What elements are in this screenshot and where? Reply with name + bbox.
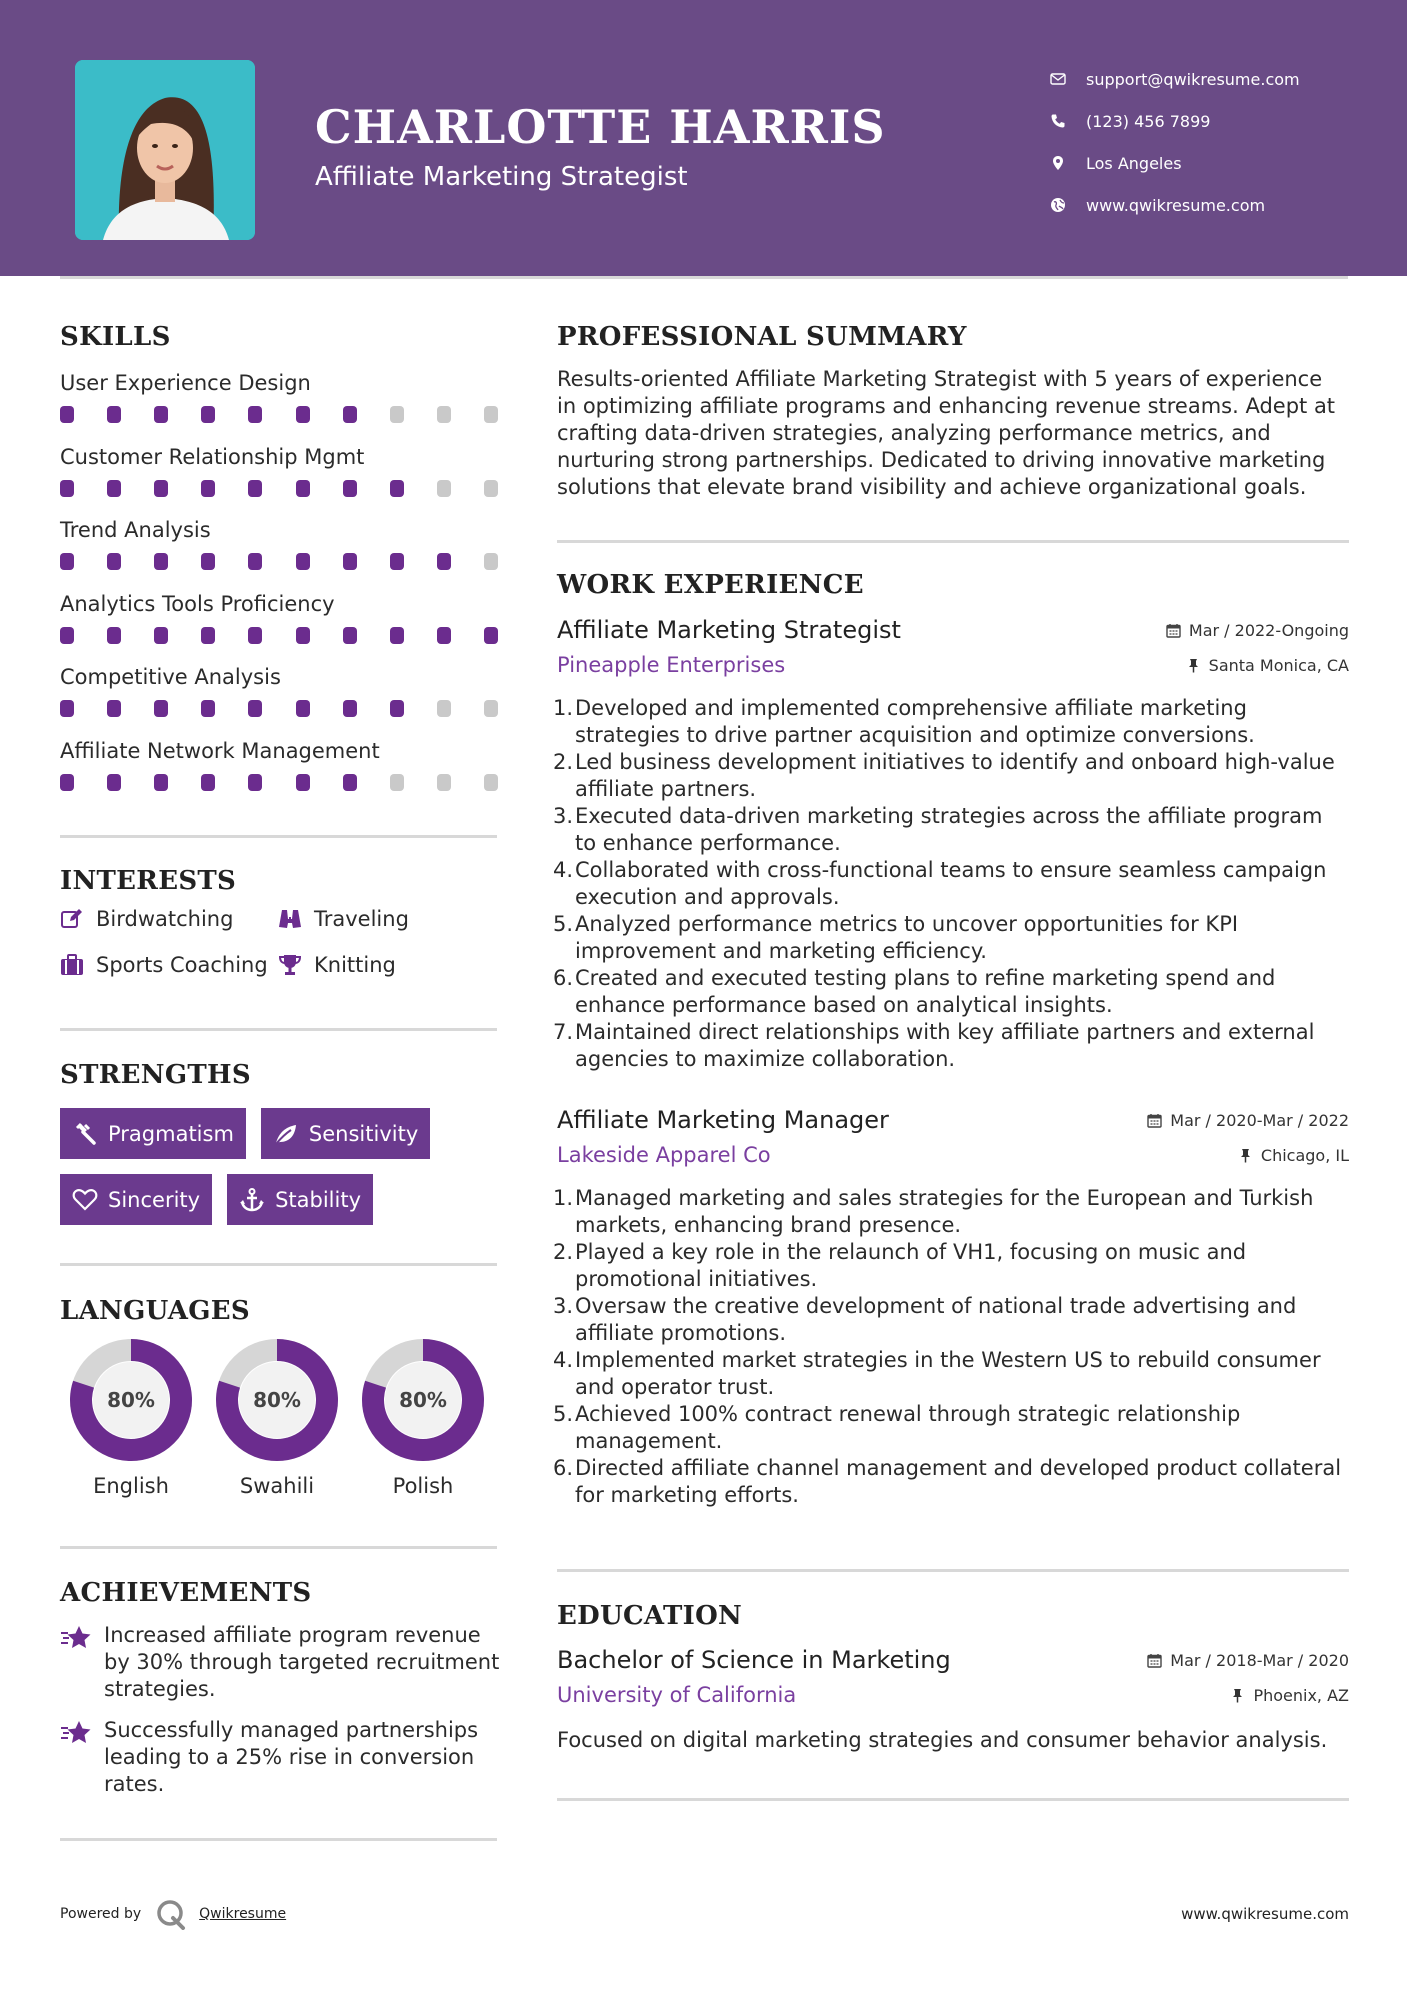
duty-text: Executed data-driven marketing strategies across the affiliate program to enhance performance. <box>575 804 1323 855</box>
contact-email[interactable] <box>1050 58 1300 100</box>
duty-item: 3. Executed data-driven marketing strategies across the affiliate program to enhance performance. <box>557 803 1349 857</box>
job-role: Affiliate Marketing Manager <box>557 1106 889 1134</box>
contact-email-text: support@qwikresume.com <box>1086 69 1300 89</box>
skill-dot-empty <box>390 406 404 423</box>
achievement-item <box>60 1622 500 1703</box>
strength-label: Stability <box>275 1187 362 1212</box>
skill-name: Trend Analysis <box>60 518 211 542</box>
skill-dot-filled <box>201 774 215 791</box>
skill-dot-filled <box>107 480 121 497</box>
duty-text: Achieved 100% contract renewal through strategic relationship management. <box>575 1402 1241 1453</box>
skill-dot-filled <box>390 480 404 497</box>
skill-item <box>60 444 500 518</box>
language-donut <box>69 1338 193 1462</box>
languages-heading: LANGUAGES <box>60 1296 250 1326</box>
candidate-name: CHARLOTTE HARRIS <box>315 100 886 154</box>
duty-text: Implemented market strategies in the Western US to rebuild consumer and operator trust. <box>575 1348 1321 1399</box>
interest-label: Birdwatching <box>96 907 234 931</box>
skill-dot-filled <box>390 627 404 644</box>
education-location-text: Phoenix, AZ <box>1253 1685 1349 1705</box>
strength-label: Pragmatism <box>108 1121 234 1146</box>
skill-dot-filled <box>154 774 168 791</box>
skill-dot-filled <box>248 406 262 423</box>
skill-dot-empty <box>484 553 498 570</box>
skill-rating <box>60 774 498 791</box>
skill-dot-filled <box>248 553 262 570</box>
qwikresume-logo-icon <box>155 1898 187 1930</box>
skill-name: Analytics Tools Proficiency <box>60 591 335 616</box>
skill-dot-filled <box>248 480 262 497</box>
skill-dot-filled <box>107 774 121 791</box>
binoculars-icon <box>278 907 302 931</box>
company-name: Lakeside Apparel Co <box>557 1143 771 1167</box>
job-dates-text: Mar / 2022-Ongoing <box>1188 620 1349 640</box>
section-divider <box>60 1546 497 1549</box>
strengths-list <box>60 1108 500 1240</box>
skill-dot-filled <box>296 700 310 717</box>
globe-icon <box>1050 197 1066 213</box>
skill-dot-filled <box>296 774 310 791</box>
calendar-icon <box>1147 1653 1162 1668</box>
interests-list <box>60 906 500 978</box>
candidate-title: Affiliate Marketing Strategist <box>315 162 688 192</box>
duty-text: Analyzed performance metrics to uncover opportunities for KPI improvement and marketing efficiency. <box>575 912 1239 963</box>
footer-powered-by <box>60 1898 286 1930</box>
duty-text: Directed affiliate channel management and developed product collateral for marketing efforts. <box>575 1456 1342 1507</box>
school-name: University of California <box>557 1683 797 1707</box>
achievements-heading: ACHIEVEMENTS <box>60 1578 312 1608</box>
skill-item <box>60 370 500 444</box>
achievement-text: Increased affiliate program revenue by 30% through targeted recruitment strategies. <box>104 1623 500 1701</box>
skill-dot-filled <box>201 480 215 497</box>
skill-dot-filled <box>154 700 168 717</box>
strength-row <box>60 1174 500 1225</box>
skill-dot-filled <box>107 553 121 570</box>
education-heading: EDUCATION <box>557 1601 743 1631</box>
skill-item <box>60 738 500 812</box>
skill-name: Affiliate Network Management <box>60 738 380 763</box>
language-item <box>58 1338 204 1498</box>
duty-text: Oversaw the creative development of national trade advertising and affiliate promotions. <box>575 1294 1297 1345</box>
duty-text: Collaborated with cross-functional teams to ensure seamless campaign execution and approvals. <box>575 858 1327 909</box>
job-dates <box>1147 1111 1349 1130</box>
language-percent: 80% <box>253 1388 301 1412</box>
contact-location <box>1050 142 1300 184</box>
skill-dot-filled <box>248 627 262 644</box>
company-name: Pineapple Enterprises <box>557 653 786 677</box>
skill-rating <box>60 627 498 644</box>
star-award-icon <box>60 1719 92 1747</box>
skill-dot-filled <box>201 700 215 717</box>
interests-heading: INTERESTS <box>60 866 237 896</box>
skill-item <box>60 664 500 738</box>
duty-item: 4. Collaborated with cross-functional teams to ensure seamless campaign execution and approvals. <box>557 857 1349 911</box>
duty-item: 2. Led business development initiatives to identify and onboard high-value affiliate partners. <box>557 749 1349 803</box>
language-item <box>204 1338 350 1498</box>
strength-tag <box>60 1174 212 1225</box>
duty-item: 6. Created and executed testing plans to refine marketing spend and enhance performance based on analytical insights. <box>557 965 1349 1019</box>
skill-dot-filled <box>343 553 357 570</box>
duty-text: Led business development initiatives to identify and onboard high-value affiliate partners. <box>575 750 1335 801</box>
section-divider <box>60 1263 497 1266</box>
contact-phone[interactable] <box>1050 100 1300 142</box>
portrait-image <box>75 60 255 240</box>
achievement-text: Successfully managed partnerships leading to a 25% rise in conversion rates. <box>104 1718 479 1796</box>
duty-item: 7. Maintained direct relationships with key affiliate partners and external agencies to maximize collaboration. <box>557 1019 1349 1073</box>
footer-brand-link[interactable]: Qwikresume <box>199 1906 287 1922</box>
language-item <box>350 1338 496 1498</box>
skill-dot-empty <box>390 774 404 791</box>
section-divider <box>60 835 497 838</box>
contact-location-text: Los Angeles <box>1086 153 1182 173</box>
skill-dot-empty <box>484 480 498 497</box>
summary-text: Results-oriented Affiliate Marketing Strategist with 5 years of experience in optimizing affiliate programs and enhancing revenue streams. Adept at crafting data-driven strategies, analyzing performance metrics, and nurturing strong partnerships. Dedicated to driving innovative marketing solutions that elevate brand visibility and achieve organizational goals. <box>557 367 1336 499</box>
interest-item <box>60 906 278 932</box>
job-entry <box>553 1103 1349 1509</box>
skill-dot-filled <box>296 627 310 644</box>
skill-dot-filled <box>343 406 357 423</box>
pushpin-icon <box>1238 1148 1253 1163</box>
language-name: Swahili <box>239 1474 315 1498</box>
summary-heading: PROFESSIONAL SUMMARY <box>557 322 967 352</box>
duty-item: 5. Analyzed performance metrics to uncover opportunities for KPI improvement and marketing efficiency. <box>557 911 1349 965</box>
skill-dot-empty <box>484 406 498 423</box>
skill-dot-filled <box>154 627 168 644</box>
strength-tag <box>261 1108 430 1159</box>
skill-name: Competitive Analysis <box>60 665 281 689</box>
skill-dot-empty <box>437 406 451 423</box>
skill-dot-filled <box>60 553 74 570</box>
education-dates-text: Mar / 2018-Mar / 2020 <box>1170 1650 1349 1670</box>
skill-dot-filled <box>296 406 310 423</box>
job-role: Affiliate Marketing Strategist <box>557 616 901 644</box>
job-location-text: Santa Monica, CA <box>1208 655 1349 675</box>
section-divider <box>60 1838 497 1841</box>
duty-text: Developed and implemented comprehensive affiliate marketing strategies to drive partner acquisition and optimize conversions. <box>575 696 1255 747</box>
skill-rating <box>60 406 498 423</box>
interest-item <box>278 906 498 932</box>
contact-website[interactable] <box>1050 184 1300 226</box>
skill-dot-filled <box>343 480 357 497</box>
skill-dot-filled <box>154 480 168 497</box>
strength-row <box>60 1108 500 1159</box>
strengths-heading: STRENGTHS <box>60 1060 251 1090</box>
duty-item: 1. Managed marketing and sales strategies for the European and Turkish markets, enhancing brand presence. <box>557 1185 1349 1239</box>
skill-dot-empty <box>437 774 451 791</box>
skill-dot-filled <box>296 480 310 497</box>
job-location-text: Chicago, IL <box>1260 1145 1349 1165</box>
duty-list <box>553 695 1349 1073</box>
strength-tag <box>227 1174 373 1225</box>
education-description: Focused on digital marketing strategies and consumer behavior analysis. <box>557 1728 1328 1752</box>
skill-dot-filled <box>60 627 74 644</box>
skill-name: Customer Relationship Mgmt <box>60 444 365 469</box>
interest-item <box>60 952 278 978</box>
skill-dot-filled <box>390 700 404 717</box>
skill-dot-filled <box>390 553 404 570</box>
section-divider <box>557 1798 1349 1801</box>
skill-dot-filled <box>437 627 451 644</box>
skill-dot-filled <box>343 774 357 791</box>
achievement-item <box>60 1717 500 1798</box>
job-location <box>1186 656 1349 675</box>
skill-dot-filled <box>107 406 121 423</box>
skill-dot-empty <box>437 700 451 717</box>
language-percent: 80% <box>107 1388 155 1412</box>
skill-dot-filled <box>343 627 357 644</box>
skills-list <box>60 370 500 811</box>
skill-dot-filled <box>60 480 74 497</box>
skill-dot-filled <box>248 700 262 717</box>
duty-item: 4. Implemented market strategies in the Western US to rebuild consumer and operator trust. <box>557 1347 1349 1401</box>
duty-text: Created and executed testing plans to refine marketing spend and enhance performance based on analytical insights. <box>575 966 1276 1017</box>
envelope-icon <box>1050 71 1066 87</box>
degree-name: Bachelor of Science in Marketing <box>557 1646 951 1674</box>
duty-text: Played a key role in the relaunch of VH1, focusing on music and promotional initiatives. <box>575 1240 1247 1291</box>
calendar-icon <box>1166 623 1181 638</box>
language-percent: 80% <box>399 1388 447 1412</box>
duty-item: 5. Achieved 100% contract renewal through strategic relationship management. <box>557 1401 1349 1455</box>
calendar-icon <box>1147 1113 1162 1128</box>
skill-dot-filled <box>60 774 74 791</box>
anchor-icon <box>239 1187 265 1213</box>
skill-dot-filled <box>107 627 121 644</box>
education-location <box>1230 1686 1349 1705</box>
skill-dot-filled <box>201 553 215 570</box>
skill-dot-filled <box>201 406 215 423</box>
skill-item <box>60 517 500 591</box>
skill-name: User Experience Design <box>60 371 311 395</box>
edit-icon <box>60 907 84 931</box>
skill-dot-filled <box>484 627 498 644</box>
experience-heading: WORK EXPERIENCE <box>557 570 864 600</box>
skill-rating <box>60 700 498 717</box>
language-name: English <box>93 1474 169 1498</box>
skill-rating <box>60 553 498 570</box>
interest-label: Knitting <box>314 953 396 977</box>
interest-label: Traveling <box>314 907 409 931</box>
education-dates <box>1147 1651 1349 1670</box>
contact-website-text: www.qwikresume.com <box>1086 195 1266 215</box>
section-divider <box>557 540 1349 543</box>
skill-dot-filled <box>60 700 74 717</box>
map-pin-icon <box>1050 155 1066 171</box>
duty-text: Managed marketing and sales strategies for the European and Turkish markets, enhancing brand presence. <box>575 1186 1314 1237</box>
leaf-icon <box>273 1121 299 1147</box>
skill-dot-empty <box>484 700 498 717</box>
language-name: Polish <box>392 1474 454 1498</box>
skill-dot-filled <box>248 774 262 791</box>
powered-by-text: Powered by <box>60 1906 142 1922</box>
section-divider <box>60 1028 497 1031</box>
pushpin-icon <box>1186 658 1201 673</box>
languages-list <box>58 1338 496 1498</box>
skill-rating <box>60 480 498 497</box>
language-donut <box>215 1338 339 1462</box>
duty-item: 6. Directed affiliate channel management and developed product collateral for marketing efforts. <box>557 1455 1349 1509</box>
briefcase-icon <box>60 953 84 977</box>
duty-item: 1. Developed and implemented comprehensive affiliate marketing strategies to drive partner acquisition and optimize conversions. <box>557 695 1349 749</box>
skills-heading: SKILLS <box>60 322 171 352</box>
star-award-icon <box>60 1624 92 1652</box>
skill-dot-filled <box>201 627 215 644</box>
skill-dot-filled <box>437 553 451 570</box>
resume-header <box>0 0 1407 276</box>
skill-dot-filled <box>154 406 168 423</box>
interest-item <box>278 952 498 978</box>
skill-dot-empty <box>437 480 451 497</box>
pushpin-icon <box>1230 1688 1245 1703</box>
language-donut <box>361 1338 485 1462</box>
duty-list <box>553 1185 1349 1509</box>
duty-item: 2. Played a key role in the relaunch of VH1, focusing on music and promotional initiatives. <box>557 1239 1349 1293</box>
contact-phone-text: (123) 456 7899 <box>1086 111 1211 131</box>
profile-photo <box>75 60 255 240</box>
job-location <box>1238 1146 1349 1165</box>
duty-item: 3. Oversaw the creative development of national trade advertising and affiliate promotions. <box>557 1293 1349 1347</box>
heart-icon <box>72 1187 98 1213</box>
skill-dot-empty <box>484 774 498 791</box>
education-entry <box>557 1643 1349 1754</box>
phone-icon <box>1050 113 1066 129</box>
skill-dot-filled <box>60 406 74 423</box>
skill-dot-filled <box>107 700 121 717</box>
job-dates <box>1166 621 1349 640</box>
gavel-icon <box>72 1121 98 1147</box>
skill-dot-filled <box>154 553 168 570</box>
footer-website-link[interactable]: www.qwikresume.com <box>1181 1905 1349 1923</box>
skill-item <box>60 591 500 665</box>
strength-tag <box>60 1108 246 1159</box>
strength-label: Sensitivity <box>308 1121 419 1146</box>
skill-dot-filled <box>343 700 357 717</box>
interest-label: Sports Coaching <box>96 953 268 977</box>
trophy-icon <box>278 953 302 977</box>
job-dates-text: Mar / 2020-Mar / 2022 <box>1170 1110 1349 1130</box>
duty-text: Maintained direct relationships with key affiliate partners and external agencies to maximize collaboration. <box>575 1020 1315 1071</box>
section-divider <box>557 1569 1349 1572</box>
contact-list <box>1050 58 1300 226</box>
skill-dot-filled <box>296 553 310 570</box>
job-entry <box>553 613 1349 1073</box>
achievements-list <box>60 1622 500 1812</box>
header-divider <box>60 276 1348 279</box>
strength-label: Sincerity <box>108 1187 201 1212</box>
